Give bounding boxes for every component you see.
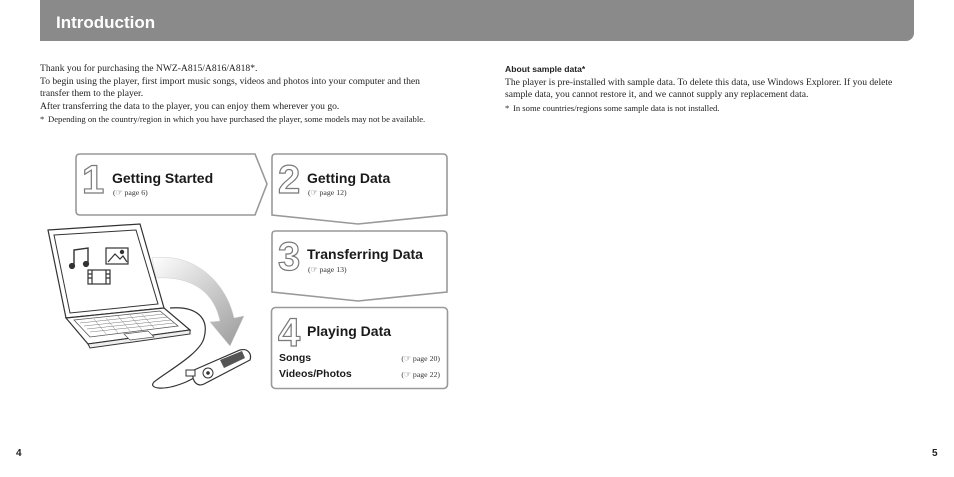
section-header-bar (40, 0, 914, 41)
laptop-icon (48, 224, 190, 348)
step-1-number: 1 (82, 158, 105, 202)
page-number-left: 4 (16, 448, 22, 459)
footnote-text: In some countries/regions some sample data is not installed. (513, 102, 720, 113)
step-3-number: 3 (278, 235, 301, 279)
film-icon (88, 270, 110, 284)
intro-text (40, 63, 450, 126)
step-2-page-ref: (☞ page 12) (308, 188, 347, 197)
step-4-row-videos-photos: Videos/Photos (279, 368, 352, 380)
step-3-title: Transferring Data (307, 246, 423, 262)
intro-line-2: To begin using the player, first import music songs, videos and photos into your computer and then transfer them to the player. (40, 75, 420, 100)
intro-footnote (40, 114, 450, 126)
sample-data-section (505, 63, 910, 114)
step-4-title: Playing Data (307, 323, 392, 339)
laptop-player-illustration (44, 222, 266, 394)
intro-line-3: After transferring the data to the player, you can enjoy them wherever you go. (40, 100, 340, 112)
step-2-number: 2 (278, 158, 301, 202)
step-2-title: Getting Data (307, 170, 391, 186)
step-4-row-videos-photos-ref: (☞ page 22) (401, 370, 440, 379)
sample-data-heading: About sample data* (505, 64, 586, 74)
page-number-right: 5 (932, 448, 938, 459)
footnote-mark: * (40, 114, 45, 125)
step-4-row-songs: Songs (279, 352, 312, 364)
step-4-row-songs-ref: (☞ page 20) (401, 354, 440, 363)
footnote-mark: * (505, 102, 510, 113)
sample-footnote (505, 103, 910, 115)
sample-data-body: The player is pre-installed with sample data. To delete this data, use Windows Explorer. If you delete sample data, you cannot restore it, and we cannot supply any replacement data. (505, 76, 893, 101)
section-title: Introduction (56, 13, 156, 32)
step-3-page-ref: (☞ page 13) (308, 265, 347, 274)
media-player-icon (186, 350, 251, 385)
footnote-text: Depending on the country/region in which you have purchased the player, some models may not be available. (48, 114, 426, 125)
step-4-number: 4 (278, 311, 301, 355)
step-1-title: Getting Started (112, 170, 214, 186)
photo-icon (106, 248, 128, 264)
step-1-page-ref: (☞ page 6) (113, 188, 148, 197)
intro-line-1: Thank you for purchasing the NWZ-A815/A816/A818*. (40, 63, 258, 74)
